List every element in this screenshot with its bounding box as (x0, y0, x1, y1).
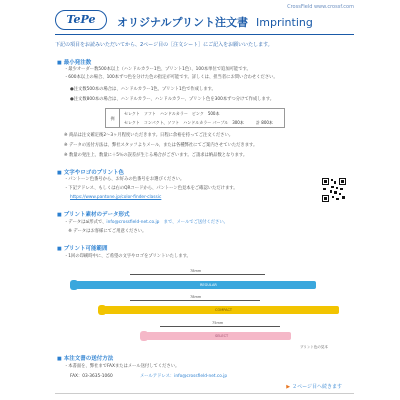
next-page-link[interactable]: ▶ ２ページ目へ続きます (286, 383, 342, 390)
min-lot-note-3: ※ 数量の発注上、数量に＋5％の誤差が生じる場合がございます。ご請求は納品数となります。 (64, 153, 248, 158)
min-lot-example-1: ●注文数500本の場合は、ハンドルカラー1色、プリント1色で作成します。 (70, 87, 216, 92)
intro-text: 下記の項目をお読みいただいてから、2ページ目の［注文シート］にご記入をお願いいたします。 (55, 42, 273, 48)
dim-label-1: 78mm (190, 269, 202, 273)
order-line-1: ・本書面を、弊社までFAXまたはメール送付してください。 (64, 364, 180, 369)
dim-line-3 (160, 326, 280, 327)
footer-divider (55, 393, 354, 394)
qr-code-icon[interactable] (322, 178, 346, 202)
example-table (105, 108, 285, 128)
data-line-1-text: ・データはai形式で、 (64, 220, 107, 225)
min-lot-example-2: ●注文数800本の場合は、ハンドルカラー、ハンドルカラー、プリント色を300本ずつ分けて作成します。 (70, 97, 275, 102)
title-en: Imprinting (256, 16, 313, 29)
data-line-1 (64, 220, 228, 225)
color-line-1: ・パントーン色番号から、お好みの色番号をお選びください。 (64, 177, 185, 182)
brush-label-select: SELECT (215, 334, 229, 338)
brush-blue (76, 281, 316, 289)
illustration-caption: プリント色の見本 (300, 345, 328, 349)
color-line-2: ・下記アドレス、もしくは右のQRコードから、パントーン色見本をご確認いただけます。 (64, 186, 238, 191)
dim-label-3: 75mm (212, 321, 224, 325)
tepe-logo: TePe (55, 10, 107, 30)
example-table-row-1: セレクト ソフト ハンドルカラー ピンク 500本 (124, 111, 220, 116)
min-lot-note-1: ※ 商品は注文確定後2～3ヶ月程度いただきます。日程に余裕を持ってご注文ください。 (64, 133, 234, 138)
dim-label-2: 78mm (190, 295, 202, 299)
section-heading-data: ■ プリント素材のデータ形式 (57, 210, 130, 218)
data-email[interactable]: info@crossfield-net.co.jp まで、メールでご送付ください。 (106, 220, 228, 225)
brush-label-regular: REGULAR (200, 283, 217, 287)
example-table-label: 例 (106, 109, 120, 127)
data-line-2: ※ データはお客様にてご用意ください。 (64, 229, 147, 234)
order-fax: FAX：03-3635-1060 (70, 374, 113, 379)
page-title (117, 14, 313, 30)
example-table-total: 計 800本 (256, 120, 273, 125)
section-heading-min-lot: ■ 最小発注数 (57, 58, 91, 66)
pantone-link[interactable]: https://www.pantone.jp/color-finder-classic (70, 195, 162, 200)
example-table-row-2: セレクト コンパクト、ソフト ハンドルカラー パープル 300本 (124, 120, 244, 125)
title-ja: オリジナルプリント注文書 (117, 16, 249, 29)
min-lot-note-2: ※ データの送付方法は、弊社スタッフよりメール、または各種弊社にてご案内させていただきます。 (64, 143, 258, 148)
dim-line-2 (130, 300, 260, 301)
header-divider (55, 34, 354, 35)
dim-line-1 (130, 274, 265, 275)
section-heading-color: ■ 文字やロゴのプリント色 (57, 168, 124, 176)
order-mail[interactable]: メールアドレス：info@crossfield-net.co.jp (140, 374, 228, 379)
brand-text: CrossField www.crossf.com (287, 4, 354, 10)
brush-label-compact: COMPACT (215, 308, 233, 312)
section-heading-range: ■ プリント可能範囲 (57, 244, 108, 252)
range-line: ・1回の印刷時中に、ご希望の文字やロゴをプリントいたします。 (64, 254, 191, 259)
min-lot-line-2: ・600本以上の場合、100本ずつ色を分けた色の指定が可能です。詳しくは、担当者にお問い合わせください。 (64, 75, 278, 80)
min-lot-line-1: ・最少オーダー数500本以上（ハンドルカラー1色、プリント1色）、100本単位で追加可能です。 (64, 67, 251, 72)
section-heading-order: ■ 本注文書の送付方法 (57, 354, 113, 362)
